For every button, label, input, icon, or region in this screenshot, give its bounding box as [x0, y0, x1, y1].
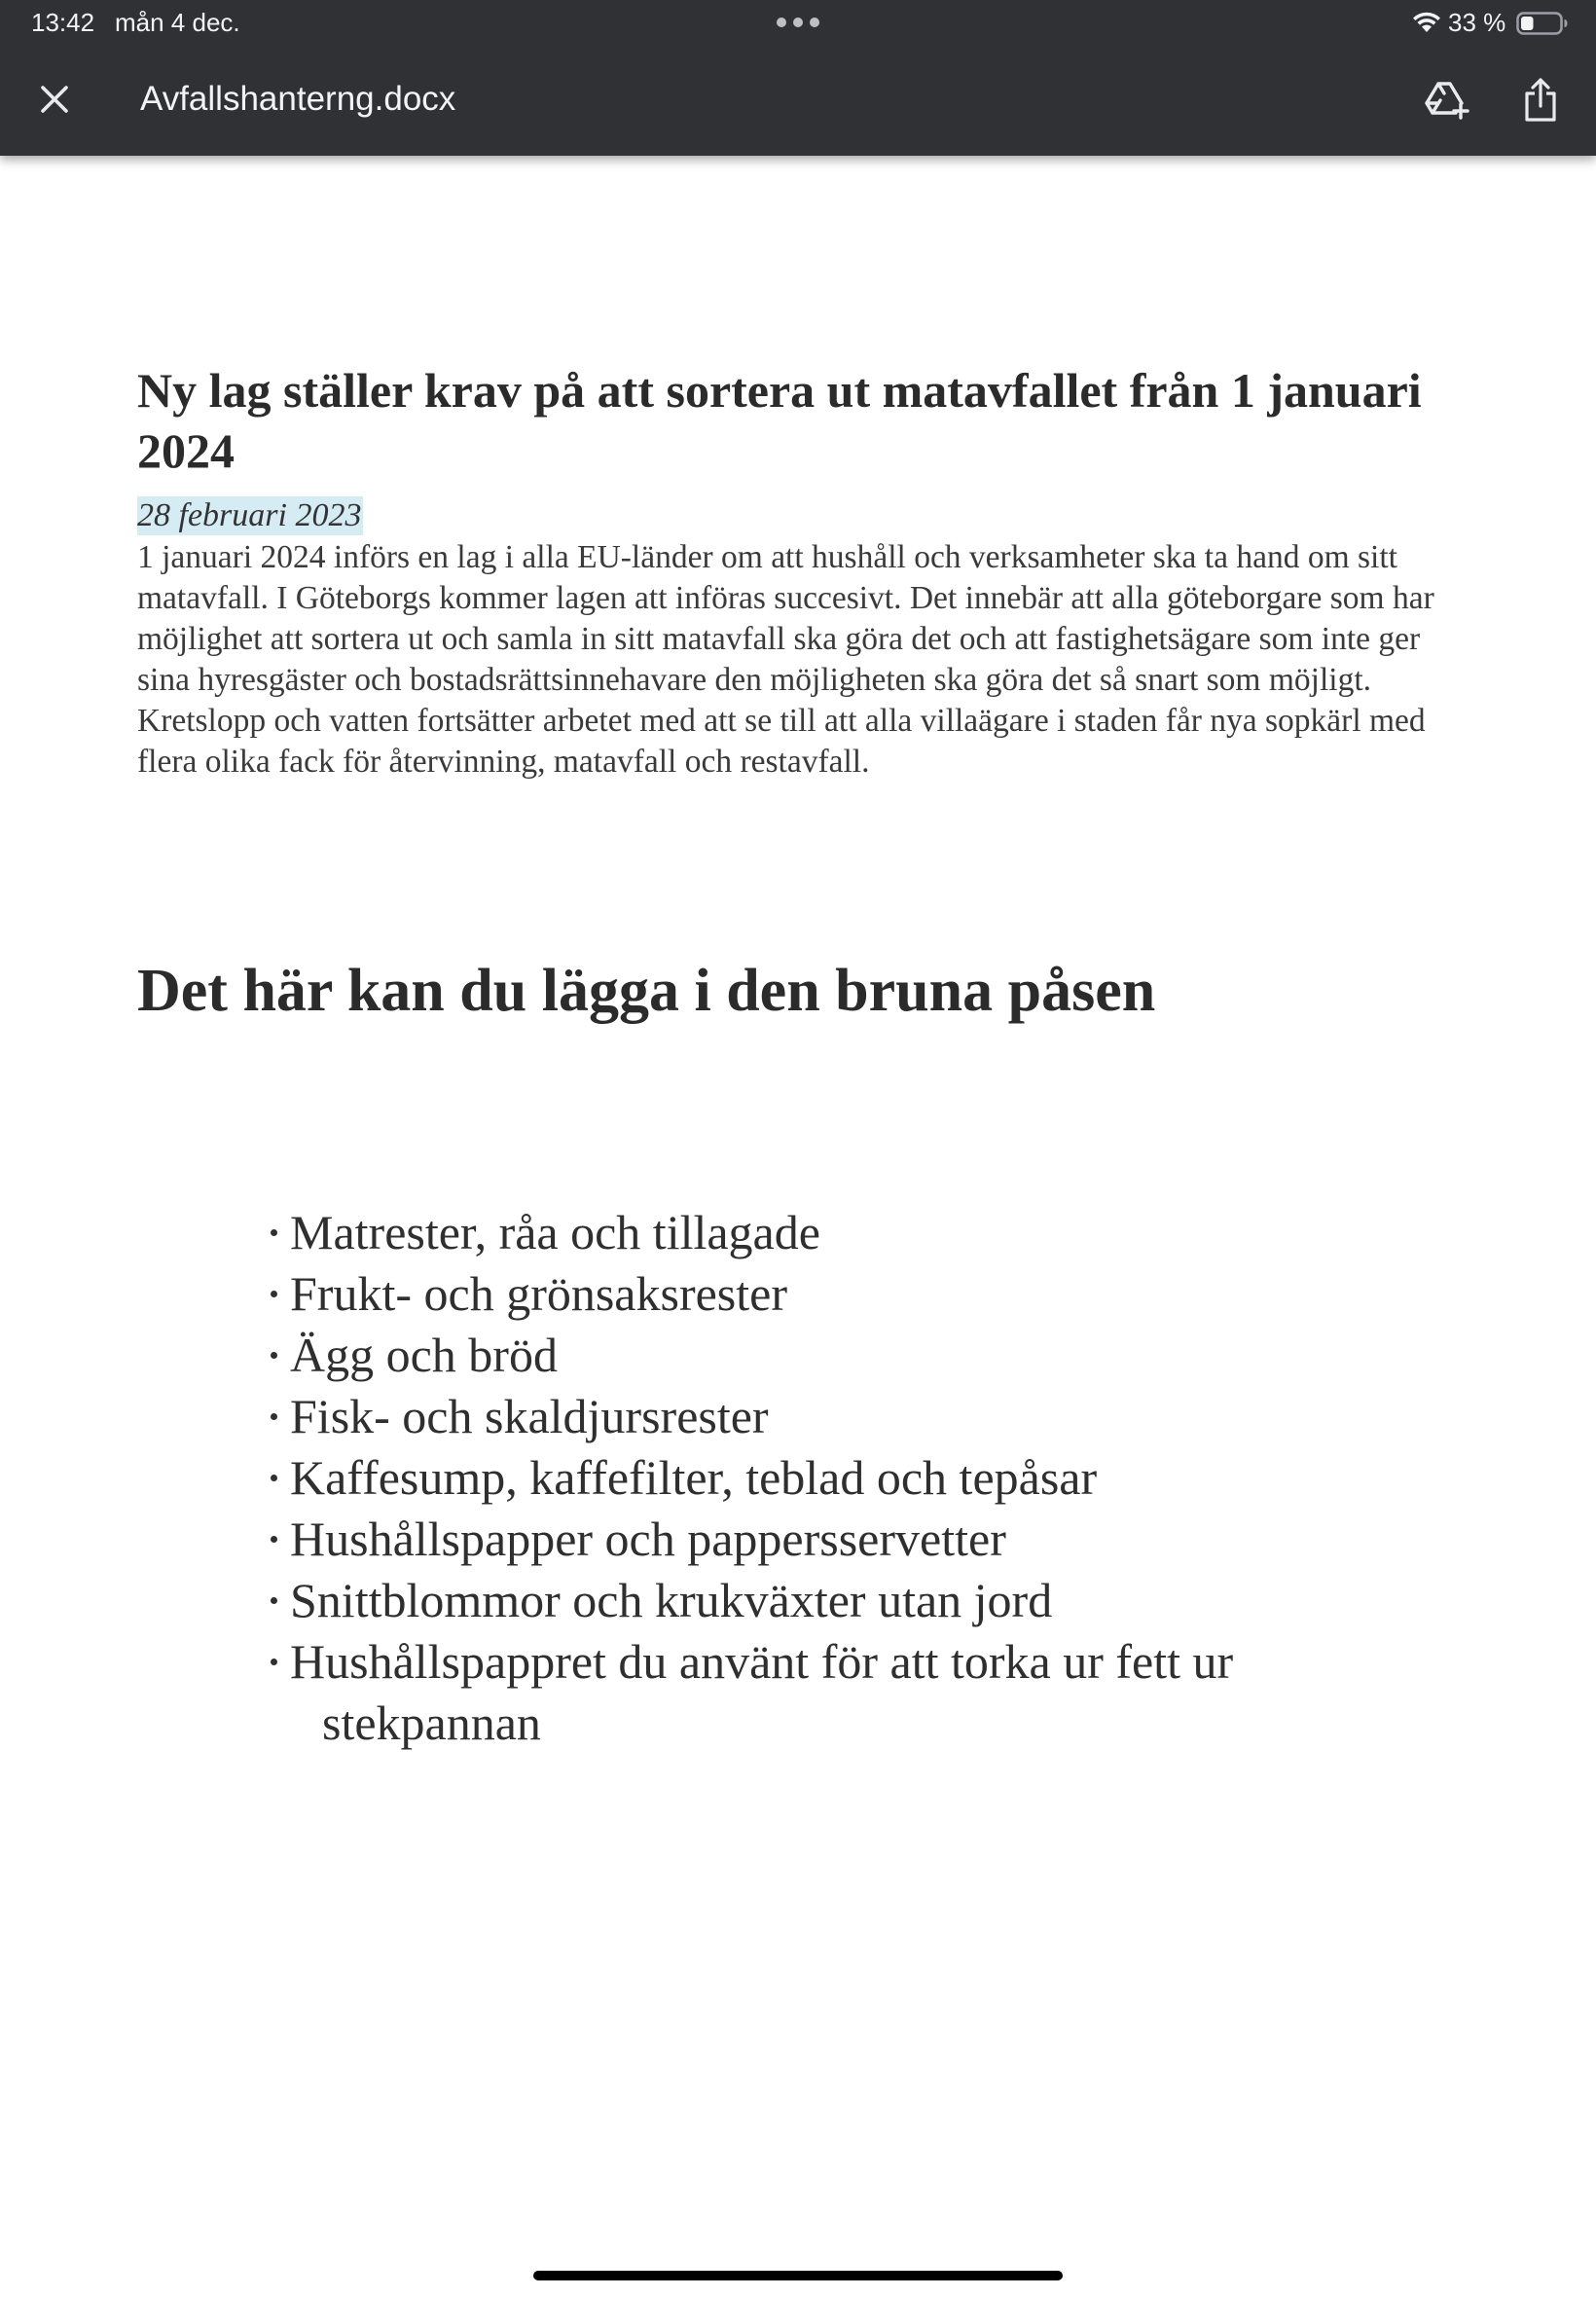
- share-button[interactable]: [1516, 74, 1565, 127]
- top-bar: [0, 0, 1596, 156]
- list-item: [269, 1202, 1397, 1263]
- list-item-text: Frukt- och grönsaksrester: [290, 1266, 787, 1321]
- list-item-text: Fisk- och skaldjursrester: [290, 1389, 769, 1443]
- close-button[interactable]: [29, 74, 80, 125]
- multitasking-dots-icon[interactable]: [776, 17, 820, 28]
- list-item: [269, 1570, 1397, 1631]
- bullet-icon: [271, 1229, 277, 1236]
- bullet-icon: [271, 1352, 277, 1359]
- bullet-icon: [271, 1291, 277, 1297]
- list-item: [269, 1386, 1397, 1447]
- share-icon: [1522, 77, 1559, 124]
- list-item: [269, 1325, 1397, 1386]
- wifi-icon: [1411, 11, 1442, 34]
- list-item-text: Ägg och bröd: [290, 1328, 558, 1382]
- battery-icon: [1516, 10, 1569, 37]
- status-time: 13:42: [31, 8, 95, 37]
- list-item: [269, 1263, 1397, 1325]
- bullet-icon: [271, 1413, 277, 1420]
- list-item: [269, 1631, 1397, 1754]
- bullet-icon: [271, 1536, 277, 1543]
- document-page: [0, 156, 1596, 2297]
- home-indicator[interactable]: [533, 2271, 1063, 2280]
- status-date: mån 4 dec.: [115, 8, 240, 37]
- article-title: Ny lag ställer krav på att sortera ut matavfallet från 1 januari 2024: [137, 363, 1422, 478]
- article-date: 28 februari 2023: [137, 497, 362, 533]
- bullet-icon: [271, 1475, 277, 1481]
- list-item-text: Hushållspappret du använt för att torka ur fett ur stekpannan: [290, 1634, 1234, 1750]
- bullet-icon: [271, 1597, 277, 1604]
- add-to-drive-button[interactable]: [1423, 76, 1471, 125]
- list-item-text: Matrester, råa och tillagade: [290, 1205, 820, 1259]
- brown-bag-items-list: [269, 1202, 1397, 1754]
- list-item-text: Snittblommor och krukväxter utan jord: [290, 1573, 1053, 1627]
- add-to-drive-icon: [1425, 81, 1469, 120]
- battery-percentage: 33 %: [1448, 8, 1506, 37]
- list-item-text: Kaffesump, kaffefilter, teblad och tepåsar: [290, 1450, 1098, 1505]
- list-item: [269, 1447, 1397, 1509]
- document-title: Avfallshanterng.docx: [140, 80, 456, 118]
- list-item-text: Hushållspapper och pappersservetter: [290, 1512, 1006, 1566]
- bullet-icon: [271, 1659, 277, 1665]
- section-heading: Det här kan du lägga i den bruna påsen: [137, 958, 1156, 1024]
- list-item: [269, 1509, 1397, 1570]
- article-body: 1 januari 2024 införs en lag i alla EU-länder om att hushåll och verksamheter ska ta hand om sitt matavfall. I Göteborgs kommer lagen att införas succesivt. Det innebär att alla göteborgare som har möjlighet att sortera ut och samla in sitt matavfall ska göra det och att fastighetsägare som inte ger sina hyresgäster och bostadsrättsinnehavare den möjligheten ska göra det så snart som möjligt. Kretslopp och vatten fortsätter arbetet med att se till att alla villaägare i staden får nya sopkärl med flera olika fack för återvinning, matavfall och restavfall.: [137, 539, 1434, 780]
- close-icon: [39, 84, 70, 115]
